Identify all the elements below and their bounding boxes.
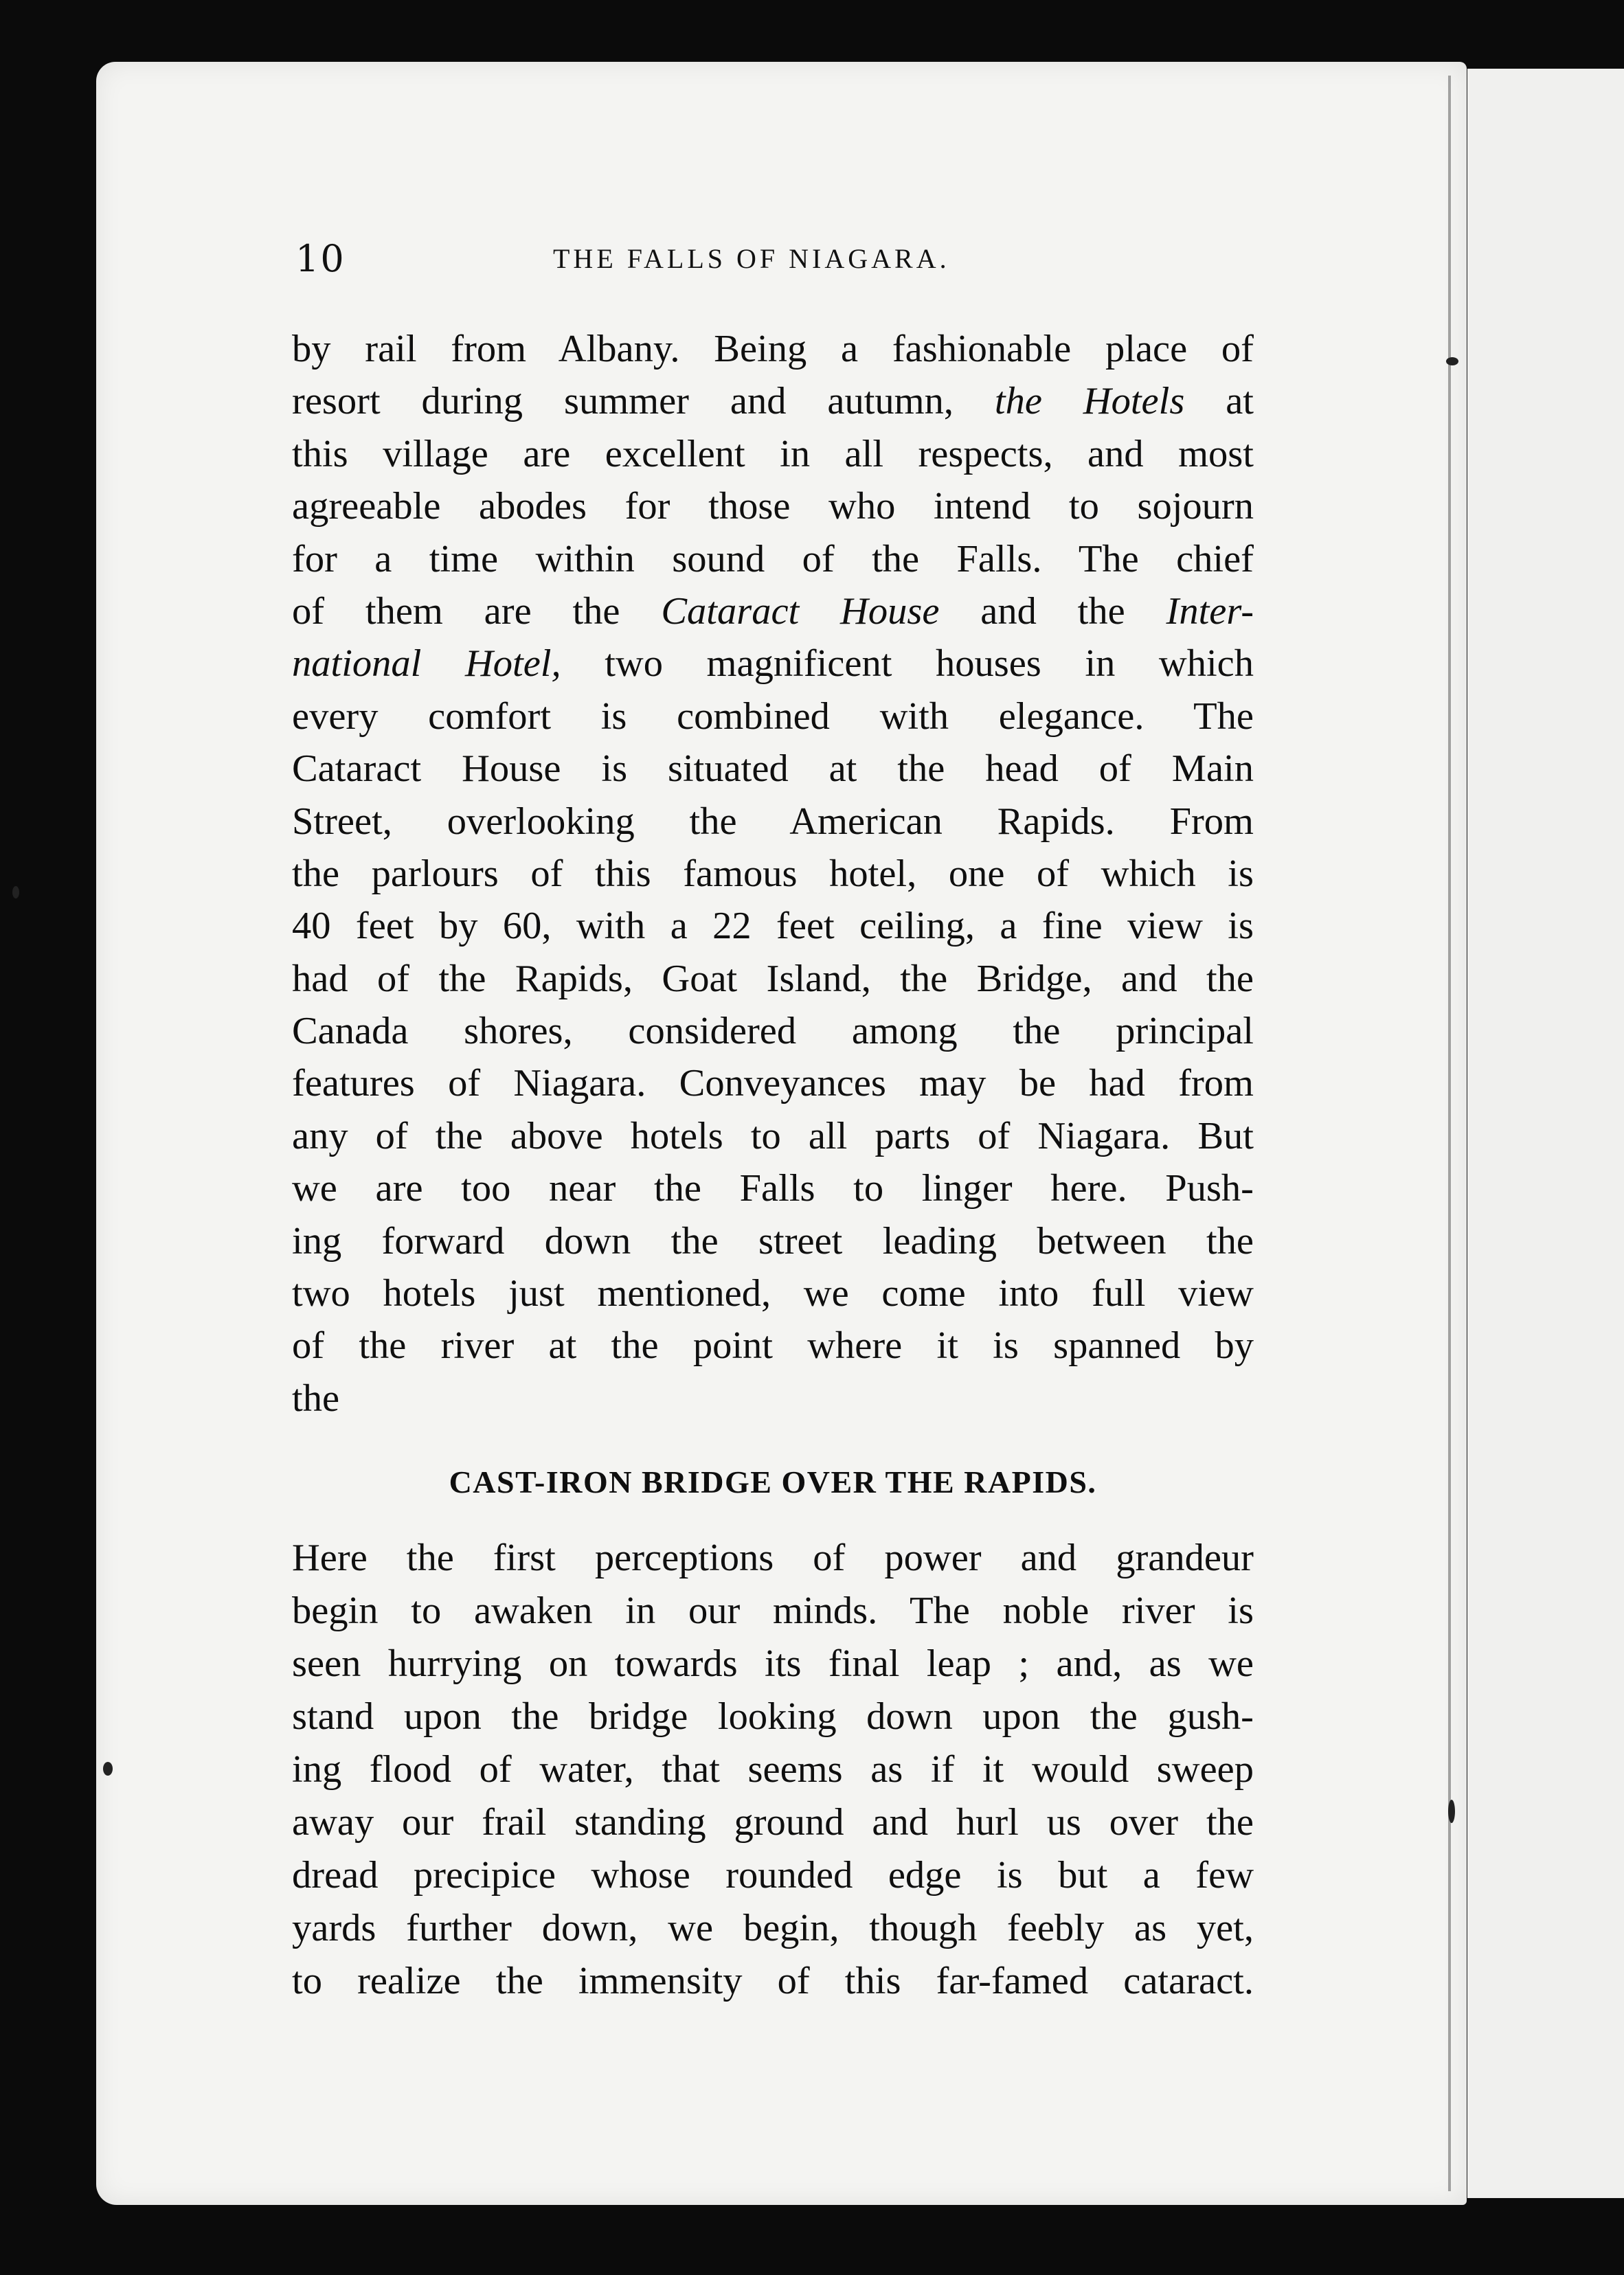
text-line: 40 feet by 60, with a 22 feet ceiling, a fine view is — [292, 905, 1254, 948]
italic-hotels: the Hotels — [994, 380, 1185, 423]
text-line: to realize the immensity of this far-famed cataract. — [292, 1960, 1254, 2003]
scan-speck — [1446, 357, 1458, 365]
text-line — [292, 585, 1254, 637]
italic-national-hotel: national Hotel, — [292, 642, 561, 686]
text-line: by rail from Albany. Being a fashionable place of — [292, 328, 1254, 370]
text-line: had of the Rapids, Goat Island, the Bridge, and the — [292, 957, 1254, 1000]
text-line: we are too near the Falls to linger here. Push- — [292, 1167, 1254, 1210]
scan-speck — [12, 886, 19, 898]
scan-speck — [1448, 1800, 1455, 1823]
scan-speck — [103, 1762, 113, 1776]
text-line: stand upon the bridge looking down upon the gush- — [292, 1695, 1254, 1739]
page-fold-shadow — [1448, 76, 1451, 2191]
body-text — [292, 323, 1254, 2008]
section-heading: CAST-IRON BRIDGE OVER THE RAPIDS. — [449, 1464, 1097, 1500]
text-run: at — [1226, 380, 1254, 423]
running-title: THE FALLS OF NIAGARA. — [553, 243, 950, 274]
text-line: Cataract House is situated at the head of Main — [292, 747, 1254, 791]
text-line: ing flood of water, that seems as if it would sweep — [292, 1748, 1254, 1791]
text-line: Street, overlooking the American Rapids. From — [292, 800, 1254, 843]
text-line: the — [292, 1377, 340, 1420]
text-line: yards further down, we begin, though feebly as yet, — [292, 1907, 1254, 1950]
text-line: for a time within sound of the Falls. The chief — [292, 537, 1254, 580]
text-line: the parlours of this famous hotel, one of which is — [292, 852, 1254, 895]
text-line — [292, 637, 1254, 690]
text-line: any of the above hotels to all parts of Niagara. But — [292, 1114, 1254, 1157]
text-line: dread precipice whose rounded edge is but a few — [292, 1854, 1254, 1897]
text-run: of them are the — [292, 589, 620, 633]
text-line — [292, 375, 1254, 427]
text-line: agreeable abodes for those who intend to sojourn — [292, 485, 1254, 528]
text-line: this village are excellent in all respects, and most — [292, 432, 1254, 475]
text-line: features of Niagara. Conveyances may be had from — [292, 1062, 1254, 1105]
text-line: of the river at the point where it is spanned by — [292, 1324, 1254, 1368]
text-line: Canada shores, considered among the principal — [292, 1010, 1254, 1053]
running-head — [0, 237, 1624, 285]
text-run: resort during summer and autumn, — [292, 380, 954, 423]
facing-page-edge — [1463, 69, 1624, 2198]
text-line: two hotels just mentioned, we come into full view — [292, 1272, 1254, 1315]
text-line: ing forward down the street leading between the — [292, 1219, 1254, 1263]
text-line: seen hurrying on towards its final leap ; and, as we — [292, 1642, 1254, 1686]
text-line: every comfort is combined with elegance. The — [292, 694, 1254, 738]
text-run: and the — [980, 589, 1125, 633]
text-line: away our frail standing ground and hurl us over the — [292, 1801, 1254, 1844]
text-line: begin to awaken in our minds. The noble river is — [292, 1589, 1254, 1633]
page-number: 10 — [295, 237, 346, 280]
italic-cataract-house: Cataract House — [661, 589, 940, 633]
italic-inter: Inter- — [1166, 589, 1254, 633]
text-line: Here the first perceptions of power and grandeur — [292, 1537, 1254, 1580]
text-run: two magnificent houses in which — [605, 642, 1254, 686]
